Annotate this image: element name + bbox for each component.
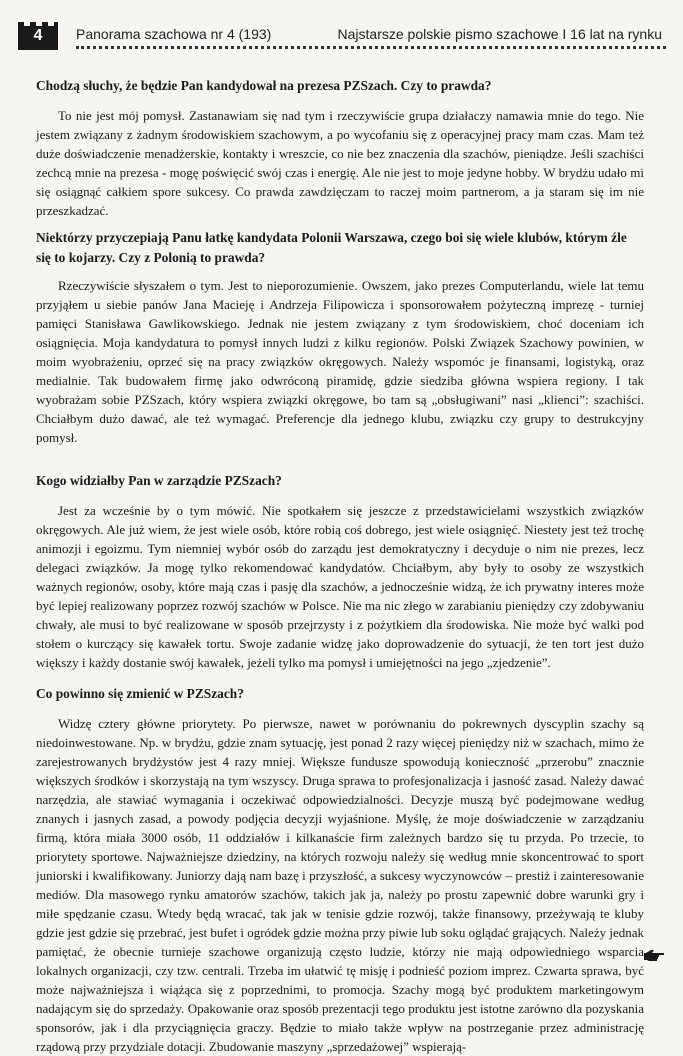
interview-answer: To nie jest mój pomysł. Zastanawiam się nad tym i rzeczywiście grupa działaczy namawia mnie do tego. Nie jestem związany z żadnym środowiskiem szachowym, a po wycofaniu się z operacyjnej pracy mam czas. Mam też duże doświadczenie menadżerskie, kontakty i wreszcie, co nie bez znaczenia dla szachów, pieniądze. Jeśli szachiści zechcą mnie na prezesa - mogę poświęcić swój czas i energię. Ale nie jest to moje jedyne hobby. W brydżu udało mi się osiągnąć całkiem spore sukcesy. Co prawda zawdzięczam to raczej moim partnerom, a ja staram się im nie przeszkadzać. (36, 108, 644, 218)
page-header (16, 22, 666, 52)
pointing-hand-icon (643, 948, 665, 962)
interview-answer: Rzeczywiście słyszałem o tym. Jest to nieporozumienie. Owszem, jako prezes Computerlandu, wiele lat temu przyjąłem u siebie panów Jana Macieję i Andrzeja Filipowicza i sponsorowałem pożyteczną imprezę - turniej pamięci Stanisława Gawlikowskiego. Jednak nie jestem związany z tym środowiskiem, choć doceniam ich osiągnięcia. Moja kandydatura to pomysł innych ludzi z kilku regionów. Polski Związek Szachowy powinien, w moim wyobrażeniu, oprzeć się na pracy związków okręgowych. Należy wspomóc je finansami, logistyką, oraz medialnie. Tak budowałem firmę jako odwróconą piramidę, gdzie siedziba główna wspiera regiony. I tak wyobrażam sobie PZSzach, który wspiera związki okręgowe, bo tam są „obsługiwani” nasi „klienci”: szachiści. Chciałbym dużo dawać, ale też wymagać. Preferencje dla jednego klubu, związku czy grupy to destrukcyjny pomysł. (36, 278, 644, 445)
interview-question: Niektórzy przyczepiają Panu łatkę kandydata Polonii Warszawa, czego boi się wiele klubów, którym źle się to kojarzy. Czy z Polonią to prawda? (36, 230, 627, 265)
interview-question: Co powinno się zmienić w PZSzach? (36, 686, 244, 701)
interview-question: Chodzą słuchy, że będzie Pan kandydował na prezesa PZSzach. Czy to prawda? (36, 78, 492, 93)
article-body (36, 76, 644, 1056)
magazine-tagline: Najstarsze polskie pismo szachowe I 16 lat na rynku (337, 26, 662, 42)
interview-question: Kogo widziałby Pan w zarządzie PZSzach? (36, 473, 282, 488)
magazine-title: Panorama szachowa nr 4 (193) (76, 26, 272, 42)
interview-answer: Widzę cztery główne priorytety. Po pierwsze, nawet w porównaniu do pokrewnych dyscyplin szachy są niedoinwestowane. Np. w brydżu, gdzie znam sytuację, jest ponad 2 razy więcej pieniędzy niż w szachach, mimo że zarejestrowanych brydżystów jest 4 razy mniej. Większe fundusze spowodują konieczność „przerobu” znacznie większych środków i skorzystają na tym wszyscy. Druga sprawa to profesjonalizacja i jasność zasad. Należy dawać narzędzia, ale stawiać wymagania i oczekiwać odpowiedzialności. Decyzje muszą być podejmowane według znanych i jasnych zasad, a powody podjęcia decyzji wyjaśnione. Myślę, że moje doświadczenie w zarządzaniu firmą, która miała 3000 osób, 11 oddziałów i kilkanaście firm zależnych bardzo się tu przyda. Po trzecie, to priorytety sportowe. Najważniejsze dziedziny, na których rozwoju należy się według mnie skoncentrować to sport juniorski i kwalifikowany. Juniorzy dają nam bazę i przyszłość, a sukcesy wyczynowców – prestiż i zainteresowanie mediów. Dla masowego rynku amatorów szachów, takich jak ja, należy po prostu zapewnić dobre warunki gry i miłe spędzanie czasu. Wtedy będą wracać, tak jak w tenisie gdzie rozwój, także finansowy, przeżywają te kluby gdzie jest gdzie się przebrać, jest bufet i ogródek gdzie można przy piwie lub soku oglądać grających. Należy jednak pamiętać, że obecnie turnieje szachowe organizują często ludzie, którzy nie mają odpowiedniego wsparcia lokalnych organizacji, czy tzw. centrali. Trzeba im ułatwić tę misję i podnieść poziom imprez. Czwarta sprawa, być może najważniejsza i wiążąca się z poprzednimi, to promocja. Szachy mogą być produktem marketingowym nadającym się do sprzedaży. Opakowanie oraz sposób prezentacji tego produktu jest istotne zarówno dla pozyskania sponsorów, jak i dla przyciągnięcia graczy. Będzie to miało także wpływ na postrzeganie przez administrację rządową przy przydziale dotacji. Zbudowanie maszyny „sprzedażowej” wspierają- (36, 716, 644, 1054)
interview-answer: Jest za wcześnie by o tym mówić. Nie spotkałem się jeszcze z przedstawicielami wszystkich związków okręgowych. Ale już wiem, że jest wiele osób, które robią coś dobrego, jest wiele osiągnięć. Niestety jest też trochę animozji i egoizmu. Tym niemniej wybór osób do zarządu jest demokratyczny i decyduje o nim nie prezes, lecz delegaci związków. Ja mogę tylko rekomendować kandydatów. Chciałbym, aby były to osoby ze wszystkich ważnych regionów, osoby, które mają czas i pasję dla szachów, a jednocześnie widzą, że ich prywatny interes może być lepiej realizowany poprzez rozwój szachów w Polsce. Nie ma nic złego w zarabianiu pieniędzy czy zdobywaniu chwały, ale musi to być realizowane w sposób przejrzysty i z pożytkiem dla środowiska. Nie może być walki pod stołem o kurczący się kawałek tortu. Swoje zadanie widzę jako doprowadzenie do sytuacji, że ten tort jest dużo większy i każdy dostanie swój kawałek, jeżeli tylko ma pomysł i umiejętności na jego „zjedzenie”. (36, 503, 644, 670)
page-number: 4 (33, 27, 43, 44)
header-dotted-rule (76, 46, 666, 49)
